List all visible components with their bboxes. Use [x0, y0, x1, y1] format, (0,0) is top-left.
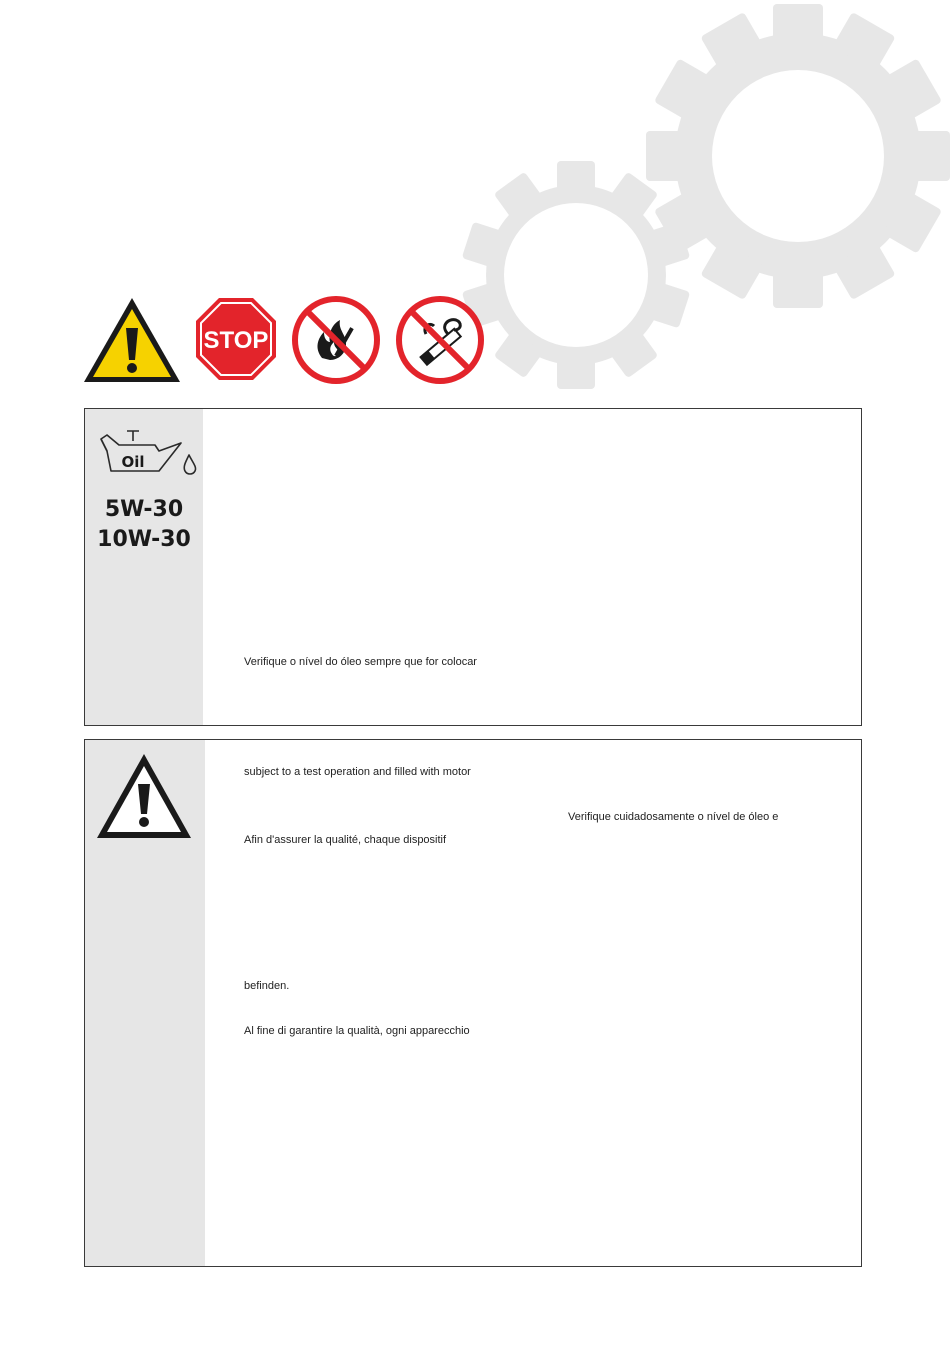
warning-triangle-icon	[82, 296, 182, 384]
stop-sign-icon	[194, 296, 278, 382]
warning-text-line: Al fine di garantire la qualità, ogni apparecchio	[244, 1025, 470, 1037]
warning-notice-box	[84, 739, 862, 1267]
oil-icon-label: Oil	[121, 453, 145, 471]
oil-grade-10w30: 10W-30	[97, 527, 191, 552]
no-open-flame-icon	[292, 296, 380, 384]
warning-triangle-outline-icon	[95, 752, 193, 840]
oil-grade-5w30: 5W-30	[104, 497, 184, 522]
warning-text-line: befinden.	[244, 980, 290, 992]
warning-text-line: Verifique cuidadosamente o nível de óleo e	[568, 811, 779, 823]
oil-specification-box	[84, 408, 862, 726]
stop-sign-label: STOP	[203, 327, 269, 354]
oil-text-line: Verifique o nível do óleo sempre que for colocar	[244, 656, 477, 668]
oil-can-icon	[97, 427, 199, 475]
no-smoking-icon	[396, 296, 484, 384]
warning-text-line: subject to a test operation and filled with motor	[244, 766, 471, 778]
warning-text-line: Afin d'assurer la qualité, chaque dispositif	[244, 834, 447, 846]
